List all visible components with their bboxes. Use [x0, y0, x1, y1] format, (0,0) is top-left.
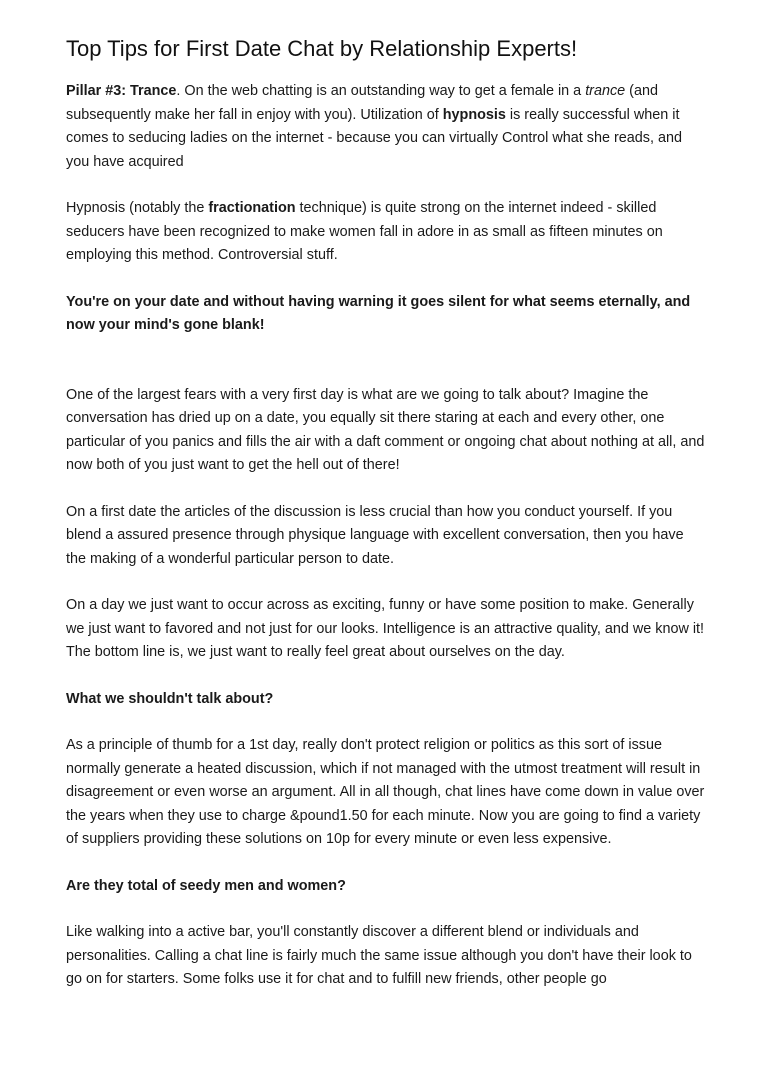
paragraph-fears: One of the largest fears with a very first day is what are we going to talk about? Imagine the conversation has dried up on a date, you equally sit there staring at each and every other, one particular of you panics and fills the air with a daft comment or ongoing chat about nothing at all, and now both of you just want to get the hell out of there!: [66, 386, 705, 473]
paragraph-text: (and subsequently make her fall in enjoy with you). Utilization of: [66, 83, 658, 123]
paragraph-hypnosis: [66, 197, 706, 268]
paragraph-first-date: On a first date the articles of the discussion is less crucial than how you conduct yourself. If you blend a assured presence through physique language with excellent conversation, then you have the making of a wonderful particular person to date.: [66, 503, 684, 567]
paragraph-text: . On the web chatting is an outstanding way to get a female in a: [176, 83, 586, 99]
paragraph-on-a-day: On a day we just want to occur across as exciting, funny or have some position to make. Generally we just want to favored and not just for our looks. Intelligence is an attractive quality, and we know it! The bottom line is, we just want to really feel great about ourselves on the day.: [66, 597, 705, 660]
section-heading-seedy: Are they total of seedy men and women?: [66, 877, 346, 894]
emphasis-trance: trance: [585, 83, 626, 99]
pillar-label: Pillar #3: Trance: [66, 83, 177, 99]
section-heading-silence: You're on your date and without having warning it goes silent for what seems eternally, and now your mind's gone blank!: [66, 293, 691, 333]
paragraph-rule-of-thumb: As a principle of thumb for a 1st day, really don't protect religion or politics as this sort of issue normally generate a heated discussion, which if not managed with the utmost treatment will result in disagreement or even worse an argument. All in all though, chat lines have come down in value over the years when they use to charge &pound1.50 for each minute. Now you are going to find a variety of suppliers providing these solutions on 10p for every minute or even less expensive.: [66, 737, 705, 847]
paragraph-text: is really successful when it comes to seducing ladies on the internet - because you can virtually Control what she reads, and you have acquired: [66, 106, 682, 170]
document-title: Top Tips for First Date Chat by Relationship Experts!: [66, 36, 578, 61]
paragraph-trance: [66, 80, 706, 174]
paragraph-active-bar: Like walking into a active bar, you'll constantly discover a different blend or individuals and personalities. Calling a chat line is fairly much the same issue although you don't have their look to go on for starters. Some folks use it for chat and to fulfill new friends, other people go: [66, 924, 692, 987]
bold-hypnosis: hypnosis: [442, 106, 506, 123]
bold-fractionation: fractionation: [208, 200, 296, 216]
paragraph-text: technique) is quite strong on the internet indeed - skilled seducers have been recognized to make women fall in adore in as small as fifteen minutes on employing this method. Controversial stuff.: [66, 200, 663, 263]
section-heading-shouldnt-talk: What we shouldn't talk about?: [66, 690, 274, 707]
paragraph-text: Hypnosis (notably the: [66, 200, 209, 216]
